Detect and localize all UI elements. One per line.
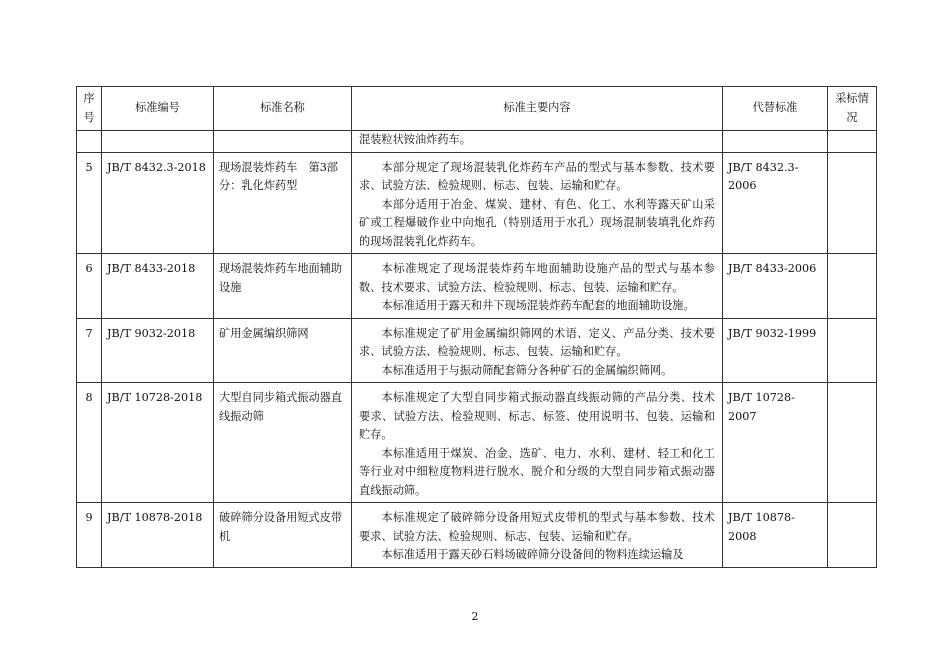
row-number: JB/T 8432.3-2018 [102,152,214,254]
table-row [77,152,877,254]
row-adoption [828,152,877,254]
row-seq: 5 [77,152,102,254]
row-seq: 6 [77,254,102,319]
row-name: 大型自同步箱式振动器直线振动筛 [214,383,352,503]
row-name: 现场混装炸药车地面辅助设施 [214,254,352,319]
header-content: 标准主要内容 [352,87,723,131]
continued-content: 混装粒状铵油炸药车。 [352,131,723,153]
header-name: 标准名称 [214,87,352,131]
row-content [352,254,723,319]
row-number: JB/T 10728-2018 [102,383,214,503]
row-adoption [828,503,877,568]
row-seq: 9 [77,503,102,568]
content-paragraph: 本标准规定了矿用金属编织筛网的术语、定义、产品分类、技术要求、试验方法、检验规则、标志、包装、运输和贮存。 [359,326,715,358]
standards-table [76,86,877,568]
row-content [352,503,723,568]
table-row [77,318,877,383]
content-paragraph: 本部分规定了现场混装乳化炸药车产品的型式与基本参数、技术要求、试验方法、检验规则、标志、包装、运输和贮存。 [359,160,715,192]
row-name: 矿用金属编织筛网 [214,318,352,383]
row-adoption [828,383,877,503]
row-seq: 7 [77,318,102,383]
row-adoption [828,254,877,319]
row-replaces: JB/T 10878-2008 [723,503,828,568]
row-seq: 8 [77,383,102,503]
table-header-row [77,87,877,131]
row-number: JB/T 9032-2018 [102,318,214,383]
content-paragraph: 本标准适用于露天砂石料场破碎筛分设备间的物料连续运输及 [381,548,684,561]
content-paragraph: 本标准规定了现场混装炸药车地面辅助设施产品的型式与基本参数、技术要求、试验方法、检验规则、标志、包装、运输和贮存。 [359,262,715,294]
table-row [77,503,877,568]
row-adoption [828,318,877,383]
header-number: 标准编号 [102,87,214,131]
content-paragraph: 本标准规定了大型自同步箱式振动器直线振动筛的产品分类、技术要求、试验方法、检验规则、标志、标签、使用说明书、包装、运输和贮存。 [359,391,715,441]
row-replaces: JB/T 8432.3-2006 [723,152,828,254]
row-replaces: JB/T 8433-2006 [723,254,828,319]
header-replaces: 代替标准 [723,87,828,131]
table-row-continued [77,131,877,153]
row-replaces: JB/T 9032-1999 [723,318,828,383]
row-name: 现场混装炸药车 第3部分：乳化炸药型 [214,152,352,254]
row-content [352,152,723,254]
content-paragraph: 本标准适用于与振动筛配套筛分各种矿石的金属编织筛网。 [381,363,673,377]
table-row [77,383,877,503]
content-paragraph: 本标准适用于煤炭、冶金、选矿、电力、水利、建材、轻工和化工等行业对中细粒度物料进行脱水、脱介和分级的大型自同步箱式振动器直线振动筛。 [359,446,715,497]
page-number: 2 [471,610,479,623]
content-paragraph: 本部分适用于冶金、煤炭、建材、有色、化工、水利等露天矿山采矿或工程爆破作业中向炮孔（特别适用于水孔）现场混制装填乳化炸药的现场混装乳化炸药车。 [359,197,715,248]
row-content [352,383,723,503]
row-number: JB/T 8433-2018 [102,254,214,319]
header-seq: 序号 [77,87,102,131]
row-replaces: JB/T 10728-2007 [723,383,828,503]
content-paragraph: 本标准适用于露天和井下现场混装炸药车配套的地面辅助设施。 [381,299,695,312]
row-content [352,318,723,383]
row-name: 破碎筛分设备用短式皮带机 [214,503,352,568]
header-adoption: 采标情况 [828,87,877,131]
content-paragraph: 本标准规定了破碎筛分设备用短式皮带机的型式与基本参数、技术要求、试验方法、检验规则、标志、包装、运输和贮存。 [359,511,715,543]
row-number: JB/T 10878-2018 [102,503,214,568]
table-row [77,254,877,319]
